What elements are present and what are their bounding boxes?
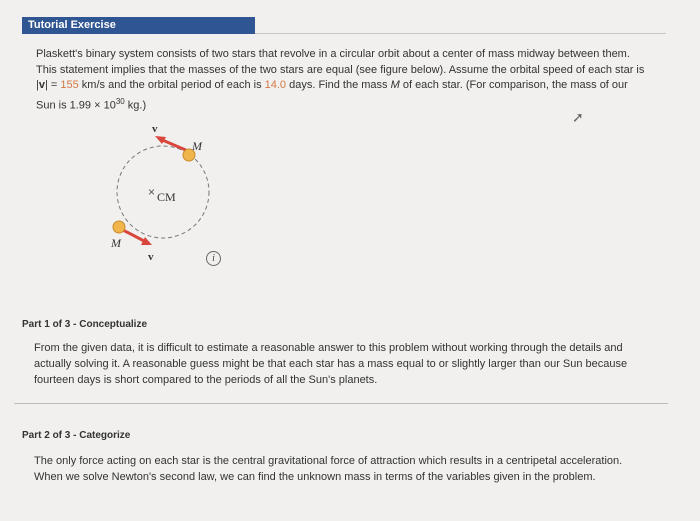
- problem-text-1: Plaskett's binary system consists of two stars that revolve in a circular orbit about a center of mass midway between them. This statement implies that the masses of the two stars are equal (see figure below). Assume the orbital speed of each star is |: [36, 48, 645, 91]
- velocity-label-top: v: [152, 123, 158, 135]
- part1-title: Part 1 of 3 - Conceptualize: [22, 319, 148, 330]
- binary-star-figure: [100, 120, 260, 270]
- velocity-vector-symbol: v: [38, 79, 45, 91]
- speed-value: 155: [60, 79, 79, 91]
- part1-body: From the given data, it is difficult to estimate a reasonable answer to this problem without working through the details and actually solving it. A reasonable guess might be that each star has a mass equal to or slightly larger than our Sun because fourteen days is short compared to the periods of all the Sun's planets.: [34, 342, 628, 386]
- mass-label-top: M: [192, 139, 202, 153]
- mass-label-bottom: M: [111, 236, 121, 250]
- part2-title: Part 2 of 3 - Categorize: [22, 430, 131, 441]
- problem-text-4: days. Find the mass: [286, 79, 391, 91]
- orbit-diagram: [100, 120, 260, 270]
- mass-symbol: M: [390, 79, 400, 91]
- header-rule: [255, 33, 666, 34]
- mouse-cursor-icon: ➚: [572, 109, 584, 125]
- period-value: 14.0: [264, 79, 287, 91]
- problem-text-6: kg.): [124, 99, 147, 112]
- problem-statement: [36, 47, 648, 114]
- star-bottom: [113, 221, 125, 233]
- velocity-label-bottom: v: [148, 251, 154, 263]
- info-icon[interactable]: i: [206, 251, 221, 266]
- section-divider: [14, 403, 668, 404]
- exponent: 30: [115, 96, 125, 106]
- cm-label: CM: [157, 190, 176, 204]
- velocity-arrow-bottom: [121, 229, 146, 242]
- part2-body: The only force acting on each star is the central gravitational force of attraction which results in a centripetal acceleration. When we solve Newton's second law, we can find the unknown mass in terms of the variables given in the problem.: [34, 455, 623, 483]
- problem-text-3: km/s and the orbital period of each is: [78, 79, 265, 91]
- cm-marker: ×: [148, 185, 156, 199]
- tutorial-header: Tutorial Exercise: [22, 17, 255, 34]
- velocity-arrow-top: [160, 139, 188, 151]
- problem-text-2: | =: [44, 79, 61, 91]
- problem-text-5: of each star. (For comparison, the mass of our Sun is 1.99 × 10: [36, 79, 628, 112]
